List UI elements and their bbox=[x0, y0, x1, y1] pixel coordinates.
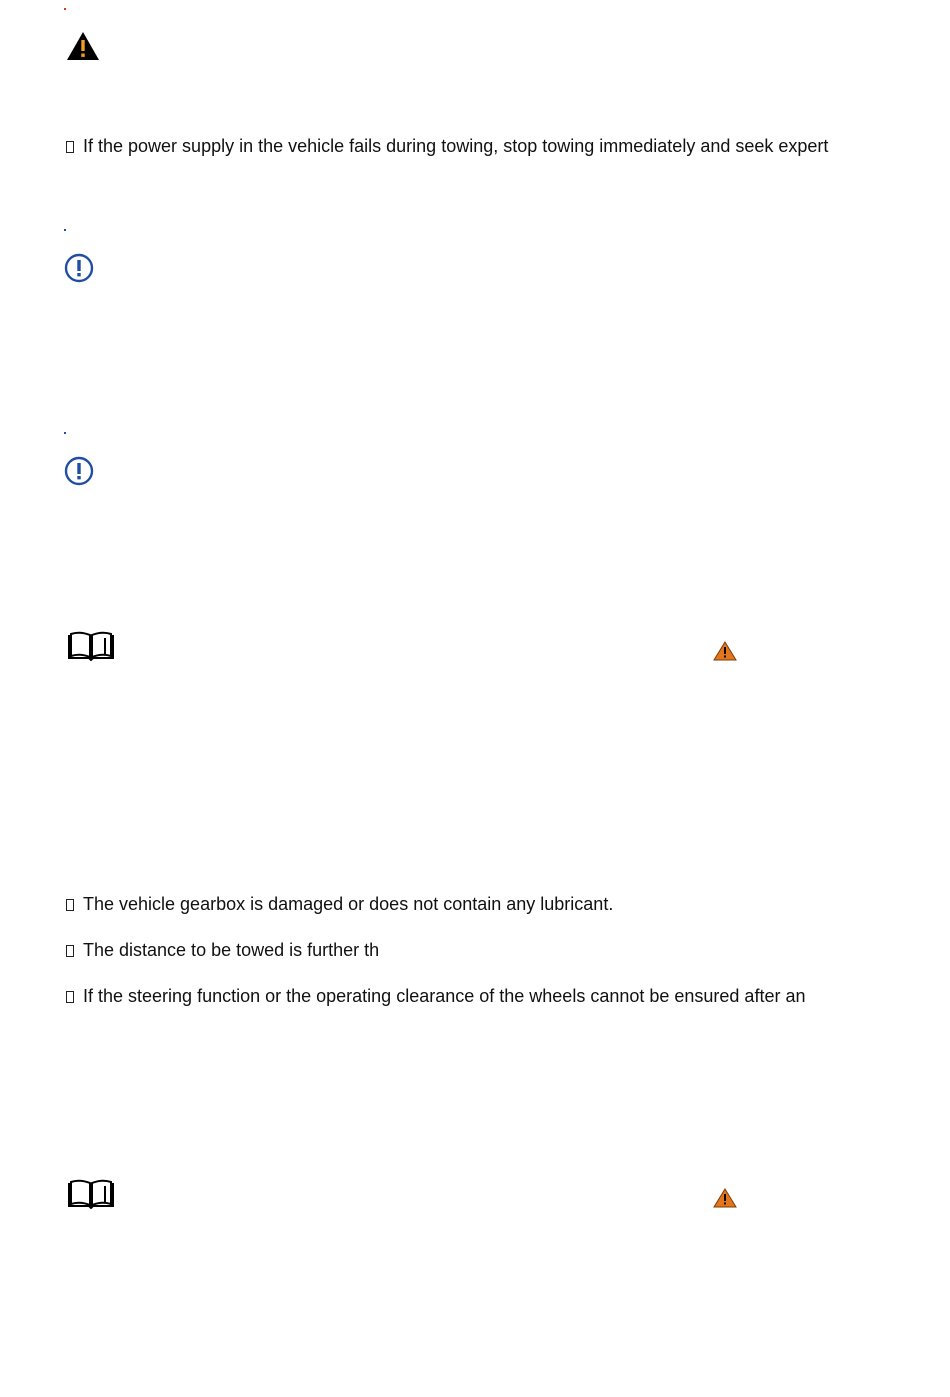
bullet-box bbox=[66, 991, 74, 1003]
marker-dot-blue bbox=[64, 432, 66, 434]
warning-triangle-icon bbox=[66, 31, 100, 61]
list-item bbox=[66, 985, 805, 1007]
warning-triangle-small-icon bbox=[713, 1188, 737, 1208]
list-item bbox=[66, 893, 613, 915]
list-item bbox=[66, 939, 379, 961]
marker-dot-blue bbox=[64, 229, 66, 231]
open-book-icon bbox=[67, 631, 115, 661]
bullet-box bbox=[66, 899, 74, 911]
power-supply-text: If the power supply in the vehicle fails during towing, stop towing immediately and seek expert bbox=[83, 136, 829, 156]
open-book-icon bbox=[67, 1179, 115, 1209]
bullet-box bbox=[66, 141, 74, 153]
warning-triangle-small-icon bbox=[713, 641, 737, 661]
gearbox-text: The vehicle gearbox is damaged or does not contain any lubricant. bbox=[83, 894, 614, 914]
steering-text: If the steering function or the operating clearance of the wheels cannot be ensured after an bbox=[83, 986, 806, 1006]
exclamation-circle-icon bbox=[64, 253, 94, 283]
list-item bbox=[66, 135, 828, 157]
distance-text: The distance to be towed is further th bbox=[83, 940, 380, 960]
marker-dot-red bbox=[64, 8, 66, 10]
bullet-box bbox=[66, 945, 74, 957]
exclamation-circle-icon bbox=[64, 456, 94, 486]
